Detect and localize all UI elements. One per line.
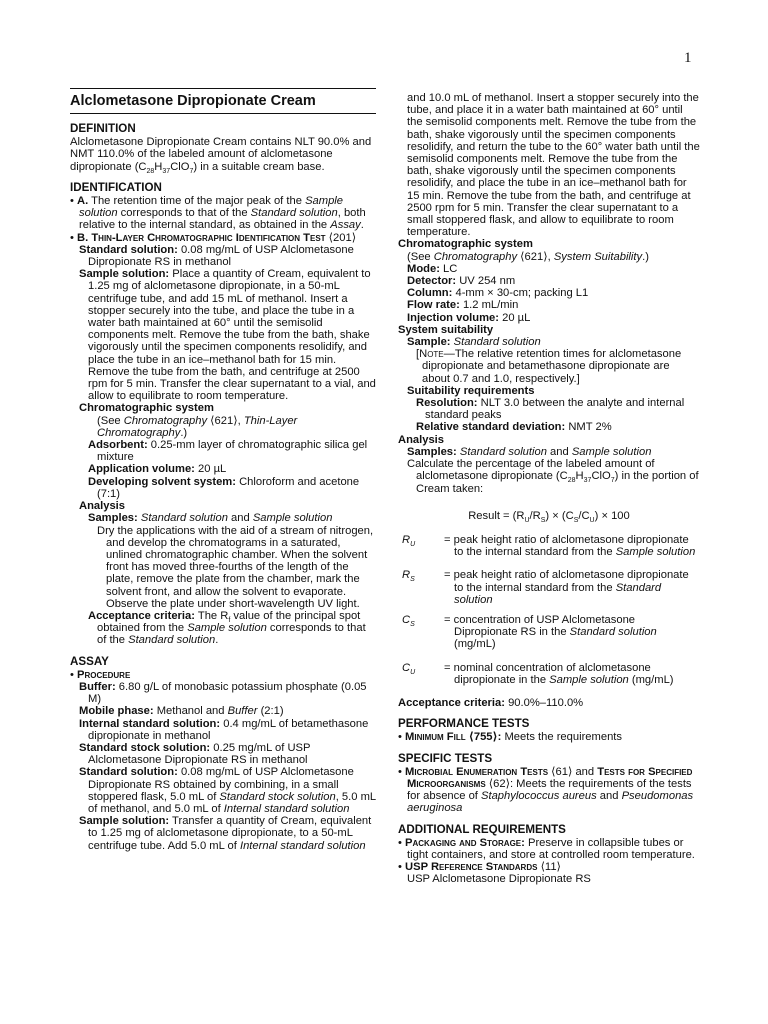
definition-text: Alclometasone Dipropionate Cream contains NLT 90.0% and NMT 110.0% of the labeled amount of alclometasone dipropionate $(C_{28}H_{37}ClO_7)$ in a suitable cream base. xyxy=(70,136,372,175)
assay-heading: ASSAY xyxy=(70,654,109,668)
usp-reference-standard-item: USP Alclometasone Dipropionate RS xyxy=(407,873,591,886)
system-suitability-sample: Sample: Standard solution xyxy=(407,336,541,349)
packaging-and-storage: • Packaging and Storage: Preserve in collapsible tubes or tight containers, and store at controlled room temperature. xyxy=(398,836,695,861)
assay-analysis-heading: Analysis xyxy=(398,433,445,446)
mode: Mode: LC xyxy=(407,262,458,275)
right-column xyxy=(398,92,700,886)
assay-samples: Samples: Standard solution and Sample solution xyxy=(407,445,652,458)
assay-sample-solution: Sample solution: Transfer a quantity of Cream, equivalent to 1.25 mg of alclometasone dipropionate, to a 50-mL centrifuge tube. Add 5.0 mL of Internal standard solution xyxy=(79,815,372,852)
mobile-phase: Mobile phase: Methanol and Buffer (2:1) xyxy=(79,705,284,718)
assay-standard-solution: Standard solution: 0.08 mg/mL of USP Alclometasone Dipropionate RS obtained by combining, in a small stoppered flask, 5.0 mL of Standard stock solution, 5.0 mL of methanol, and 5.0 mL of Internal standard solution xyxy=(79,766,376,815)
monograph-title: Alclometasone Dipropionate Cream xyxy=(70,93,316,109)
definition-cu: $C_U$ = nominal concentration of alclometasone dipropionate in the Sample solution (mg/mL) xyxy=(402,661,674,686)
assay-chromatographic-system-heading: Chromatographic system xyxy=(398,238,533,251)
detector: Detector: UV 254 nm xyxy=(407,275,516,288)
analysis-samples: Samples: Standard solution and Sample solution xyxy=(88,512,333,525)
sample-solution-continued: and 10.0 mL of methanol. Insert a stopper securely into the tube, and place it in a water bath maintained at 60° until the semisolid components melt. Remove the tube from the bath, shake vigorously until the specimen components resolidify, and return the tube to the 60° water bath until the semisolid components melt. Remove the tube from the bath, shake vigorously until the specimen components resolidify, and place the tube in an ice–methanol bath for 15 min. Remove the tube from the bath, and centrifuge at 2500 rpm for 5 min. Transfer the clear supernatant to a small stoppered flask, and allow to equilibrate to room temperature. xyxy=(407,92,700,239)
acceptance-criteria: Acceptance criteria: The $R_f$ value of the principal spot obtained from the Sample solution corresponds to that of the Standard solution. xyxy=(88,609,366,647)
chromatographic-system-ref: (See Chromatography ⟨621⟩, Thin-Layer Chromatography.) xyxy=(97,414,298,439)
identification-b: • B. Thin-Layer Chromatographic Identification Test ⟨201⟩ xyxy=(70,231,357,244)
definition-heading: DEFINITION xyxy=(70,122,136,135)
page-number: 1 xyxy=(684,50,692,66)
identification-a: • A. The retention time of the major peak of the Sample solution corresponds to that of the Standard solution, both relative to the internal standard, as obtained in the Assay. xyxy=(70,195,366,232)
title-rule-bottom xyxy=(70,113,376,114)
resolution: Resolution: NLT 3.0 between the analyte and internal standard peaks xyxy=(416,397,685,422)
analysis-heading: Analysis xyxy=(79,500,126,513)
application-volume: Application volume: 20 µL xyxy=(88,463,227,476)
definition-ru: $R_U$ = peak height ratio of alclometasone dipropionate to the internal standard from the Sample solution xyxy=(402,533,696,559)
developing-solvent-system: Developing solvent system: Chloroform and acetone (7:1) xyxy=(88,475,360,500)
performance-tests-heading: PERFORMANCE TESTS xyxy=(398,717,530,731)
column: Column: 4-mm × 30-cm; packing L1 xyxy=(407,287,589,300)
injection-volume: Injection volume: 20 µL xyxy=(407,311,531,324)
note: [Note—The relative retention times for alclometasone dipropionate and betamethasone dipropionate are about 0.7 and 1.0, respectively.] xyxy=(416,348,682,385)
left-column xyxy=(70,88,376,852)
assay-chromatographic-ref: (See Chromatography ⟨621⟩, System Suitability.) xyxy=(407,250,649,263)
specific-tests-heading: SPECIFIC TESTS xyxy=(398,751,493,765)
assay-acceptance-criteria: Acceptance criteria: 90.0%–110.0% xyxy=(398,696,584,709)
standard-solution: Standard solution: 0.08 mg/mL of USP Alclometasone Dipropionate RS in methanol xyxy=(79,243,354,269)
flow-rate: Flow rate: 1.2 mL/min xyxy=(407,299,519,312)
identification-heading: IDENTIFICATION xyxy=(70,180,162,194)
relative-standard-deviation: Relative standard deviation: NMT 2% xyxy=(416,421,612,434)
definition-rs: $R_S$ = peak height ratio of alclometasone dipropionate to the internal standard from the Standard solution xyxy=(402,569,689,606)
procedure-heading: • Procedure xyxy=(70,668,131,681)
suitability-requirements-heading: Suitability requirements xyxy=(407,384,535,397)
formula-definitions xyxy=(398,534,700,686)
buffer: Buffer: 6.80 g/L of monobasic potassium phosphate (0.05 M) xyxy=(79,680,367,706)
microbial-tests: • Microbial Enumeration Tests ⟨61⟩ and Tests for Specified Microorganisms ⟨62⟩: Meets the requirements of the tests for absence of Staphylococcus aureus and Pseudomonas aeruginosa xyxy=(398,765,694,815)
result-formula: Result = $(R_U/R_S) \times (C_S/C_U) \times 100$ xyxy=(468,509,630,524)
definition-cs: $C_S$ = concentration of USP Alclometasone Dipropionate RS in the Standard solution (mg/mL) xyxy=(402,613,657,651)
standard-stock-solution: Standard stock solution: 0.25 mg/mL of USP Alclometasone Dipropionate RS in methanol xyxy=(79,741,311,767)
calculation-text: Calculate the percentage of the labeled amount of alclometasone dipropionate $(C_{28}H_{37}ClO_7)$ in the portion of Cream taken: xyxy=(407,458,699,495)
usp-reference-standards: • USP Reference Standards ⟨11⟩ xyxy=(398,861,561,874)
sample-solution: Sample solution: Place a quantity of Cream, equivalent to 1.25 mg of alclometasone dipropionate, in a 50-mL centrifuge tube, and add 15 mL of methanol. Insert a stopper securely into the tube, and place the tube in a water bath maintained at 60° until the semisolid components melt. Remove the tube from the bath, shake vigorously until the specimen components resolidify, and place the tube in an ice–methanol bath for 15 min. Remove the tube from the bath, and centrifuge at 2500 rpm for 5 min. Transfer the clear supernatant to a vial, and allow to equilibrate to room temperature. xyxy=(79,268,376,403)
system-suitability-heading: System suitability xyxy=(398,323,494,336)
internal-standard-solution: Internal standard solution: 0.4 mg/mL of betamethasone dipropionate in methanol xyxy=(79,717,369,742)
additional-requirements-heading: ADDITIONAL REQUIREMENTS xyxy=(398,822,566,836)
adsorbent: Adsorbent: 0.25-mm layer of chromatographic silica gel mixture xyxy=(88,439,368,464)
chromatographic-system-heading: Chromatographic system xyxy=(79,402,214,415)
minimum-fill: • Minimum Fill ⟨755⟩: Meets the requirements xyxy=(398,731,622,744)
analysis-text: Dry the applications with the aid of a stream of nitrogen, and develop the chromatograms in a saturated, unlined chromatographic chamber. When the solvent front has moved three-fourths of the length of the plate, remove the plate from the chamber, mark the solvent front, and allow the solvent to evaporate. Observe the plate under short-wavelength UV light. xyxy=(97,524,374,610)
